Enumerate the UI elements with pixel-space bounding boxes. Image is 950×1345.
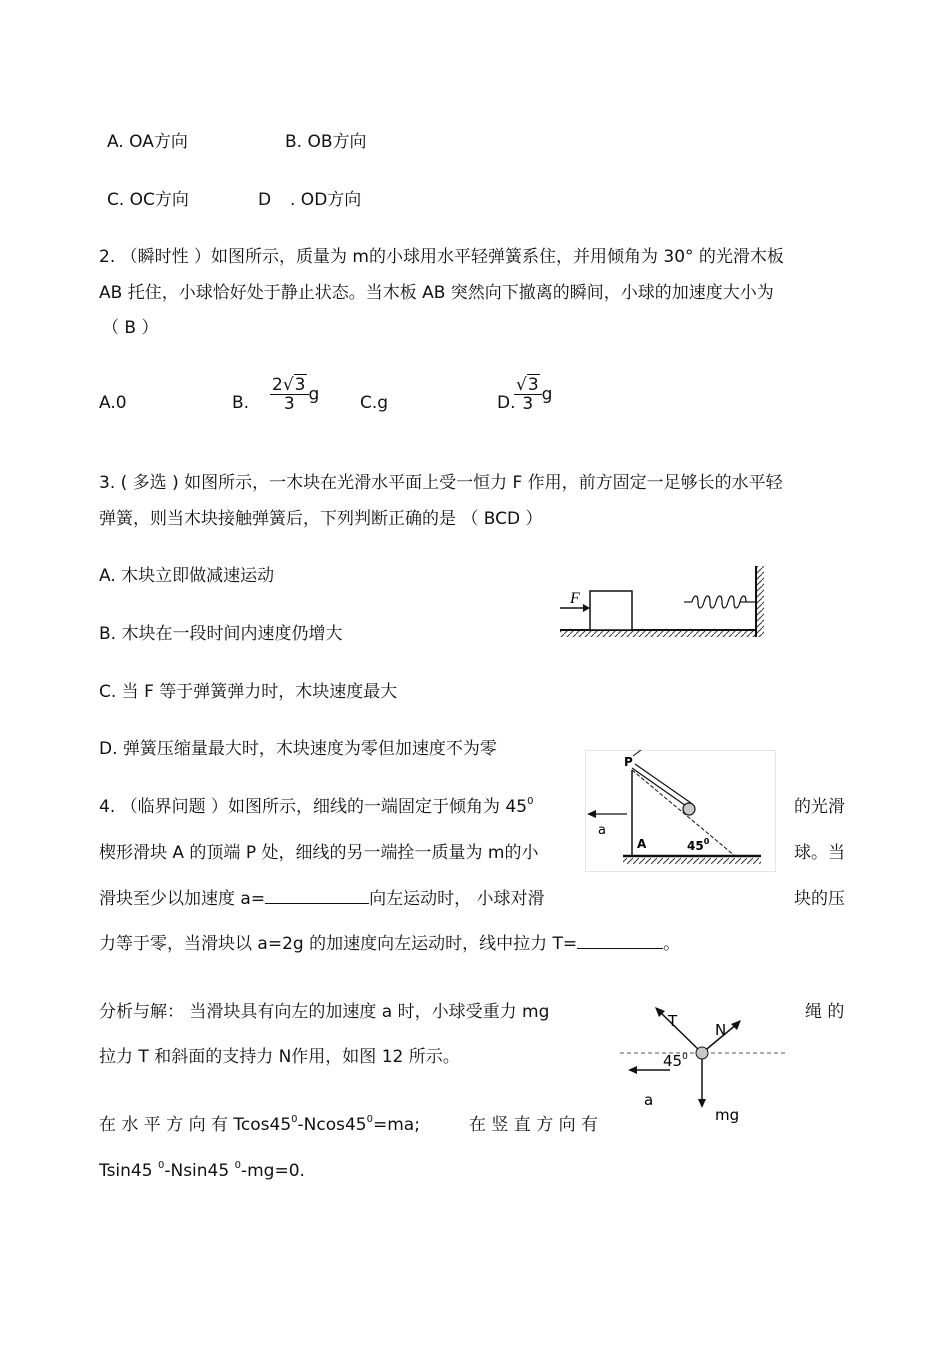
q4-accel-arrowhead: [587, 810, 596, 818]
free-body-diagram: [618, 1000, 790, 1130]
q1-option-d-text: . OD方向: [290, 190, 362, 210]
q4-line2-left: 楔形滑块 A 的顶端 P 处，细线的另一端拴一质量为 m的小: [99, 843, 539, 863]
q1-option-d-label: D: [258, 190, 272, 210]
q4-string-outline: [635, 764, 691, 803]
q4-ground-hatch: [623, 858, 761, 864]
q3-option-b: B. 木块在一段时间内速度仍增大: [99, 624, 343, 644]
q4-angle-label: $45^0$: [687, 837, 710, 853]
q1-option-a: A. OA方向: [107, 132, 188, 152]
q1-option-c: C. OC方向: [107, 190, 189, 210]
q4-line4: 力等于零，当滑块以 a=2g 的加速度向左运动时，线中拉力 T= 。: [99, 934, 681, 954]
fbd-ball: [696, 1047, 708, 1059]
q2-option-d-g: g: [541, 384, 553, 405]
q4-blank-t: [577, 934, 663, 949]
q4-line1-right: 的光滑: [794, 797, 845, 817]
q3-block: [590, 591, 632, 630]
fbd-normal-label: N: [715, 1021, 727, 1039]
q3-spring-block-figure: [552, 562, 767, 640]
q4-wedge-figure: [585, 750, 777, 872]
q4-point-p: P: [624, 755, 633, 769]
q2-option-b-g: g: [308, 384, 320, 405]
fbd-gravity-label: mg: [715, 1106, 740, 1124]
fbd-tension-arrow: [659, 1011, 702, 1053]
q3-line1: 3. ( 多选 ) 如图所示，一木块在光滑水平面上受一恒力 F 作用，前方固定一足够长的水平轻: [99, 473, 783, 493]
analysis-line1-left: 分析与解： 当滑块具有向左的加速度 a 时，小球受重力 mg: [99, 1002, 550, 1022]
q4-block-label: A: [637, 837, 647, 851]
q4-line1-left: 4. （临界问题 ）如图所示，细线的一端固定于倾角为 $45^0$: [99, 796, 534, 817]
q2-option-a: A.0: [99, 393, 127, 413]
q2-line1: 2. （瞬时性 ）如图所示，质量为 m的小球用水平轻弹簧系住，并用倾角为 30° 的光滑木板: [99, 247, 784, 267]
fbd-angle-label: $45^0$: [663, 1052, 688, 1070]
q2-answer: （ B ）: [102, 318, 159, 338]
q4-string: [632, 768, 689, 808]
q2-line2: AB 托住，小球恰好处于静止状态。当木板 AB 突然向下撤离的瞬间，小球的加速度大小为: [99, 283, 774, 303]
q3-force-label: F: [570, 590, 580, 607]
q2-option-b-den: 3: [283, 394, 295, 414]
q2-option-d-den: 3: [522, 394, 534, 414]
q2-option-b-label: B.: [232, 393, 250, 413]
analysis-line3-right: 在 竖 直 方 向 有: [469, 1115, 599, 1135]
q4-line2-right: 球。当: [794, 843, 845, 863]
q3-spring: [692, 596, 746, 608]
analysis-line2: 拉力 T 和斜面的支持力 N作用，如图 12 所示。: [99, 1047, 460, 1067]
q2-option-d-fraction: $\frac{√3}{3}$ g: [516, 375, 553, 414]
q2-option-d-root: 3: [527, 375, 539, 395]
analysis-line1-right: 绳 的: [805, 1002, 845, 1022]
q2-option-b-coef: 2: [272, 375, 283, 395]
q1-option-b: B. OB方向: [285, 132, 367, 152]
fbd-tension-label: T: [668, 1012, 678, 1030]
q2-option-b-root: 3: [294, 375, 306, 395]
q4-accel-label: a: [598, 823, 606, 838]
q3-option-d: D. 弹簧压缩量最大时，木块速度为零但加速度不为零: [99, 739, 497, 759]
q3-line2: 弹簧，则当木块接触弹簧后，下列判断正确的是 （ BCD ）: [99, 509, 543, 529]
q4-line3-right: 块的压: [794, 889, 845, 909]
q2-option-d-label: D.: [497, 393, 516, 413]
q3-wall-hatch: [757, 566, 764, 637]
q4-ball: [683, 803, 695, 815]
q2-option-c: C.g: [360, 393, 389, 413]
q3-option-a: A. 木块立即做减速运动: [99, 566, 275, 586]
q3-ground-hatch: [560, 631, 756, 637]
fbd-gravity-arrowhead: [698, 1099, 706, 1108]
analysis-line3-left: 在 水 平 方 向 有 $Tcos45^0-Ncos45^0=ma$;: [99, 1114, 420, 1135]
q4-line3: 滑块至少以加速度 a= 向左运动时， 小球对滑: [99, 889, 545, 909]
q2-option-b-fraction: $\frac{2√3}{3}$ g: [272, 375, 320, 414]
q3-option-c: C. 当 F 等于弹簧弹力时，木块速度最大: [99, 682, 398, 702]
q3-force-arrowhead: [583, 604, 590, 612]
q4-blank-a: [265, 889, 369, 904]
fbd-accel-label: a: [644, 1091, 654, 1109]
analysis-line4: Tsin45 $^0$-Nsin45 $^0$-mg=0.: [99, 1160, 305, 1181]
fbd-accel-arrowhead: [628, 1066, 637, 1074]
q4-wedge-incline: [632, 770, 735, 856]
